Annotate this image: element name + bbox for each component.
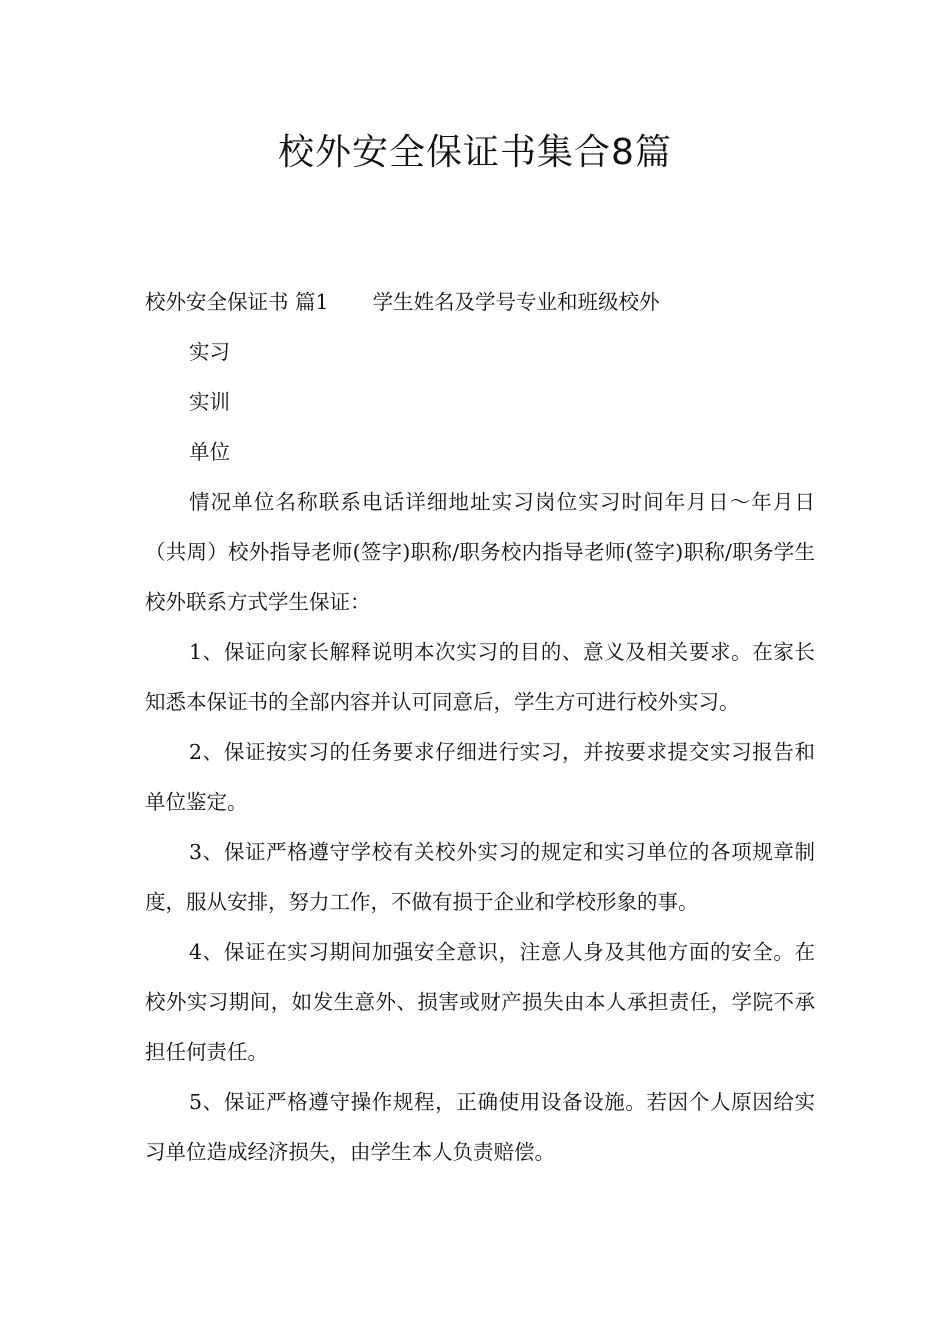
paragraph: 5、保证严格遵守操作规程，正确使用设备设施。若因个人原因给实习单位造成经济损失，由学生本人负责赔偿。	[145, 1090, 815, 1164]
field-list: 学生姓名及学号专业和班级校外	[372, 290, 660, 314]
document-title: 校外安全保证书集合8篇	[278, 132, 672, 173]
section-heading: 校外安全保证书 篇1	[145, 290, 329, 314]
short-line: 单位	[189, 440, 230, 464]
short-line: 实训	[189, 390, 230, 414]
paragraph: 4、保证在实习期间加强安全意识，注意人身及其他方面的安全。在校外实习期间，如发生意外、损害或财产损失由本人承担责任，学院不承担任何责任。	[145, 940, 815, 1064]
paragraph: 2、保证按实习的任务要求仔细进行实习，并按要求提交实习报告和单位鉴定。	[145, 740, 815, 814]
short-line: 实习	[189, 340, 230, 364]
paragraph: 1、保证向家长解释说明本次实习的目的、意义及相关要求。在家长知悉本保证书的全部内容并认可同意后，学生方可进行校外实习。	[145, 640, 815, 714]
document-body	[145, 277, 815, 1177]
paragraph: 情况单位名称联系电话详细地址实习岗位实习时间年月日～年月日（共周）校外指导老师(签字)职称/职务校内指导老师(签字)职称/职务学生校外联系方式学生保证：	[145, 490, 815, 614]
first-line	[145, 277, 815, 327]
paragraph: 3、保证严格遵守学校有关校外实习的规定和实习单位的各项规章制度，服从安排，努力工作，不做有损于企业和学校形象的事。	[145, 840, 815, 914]
